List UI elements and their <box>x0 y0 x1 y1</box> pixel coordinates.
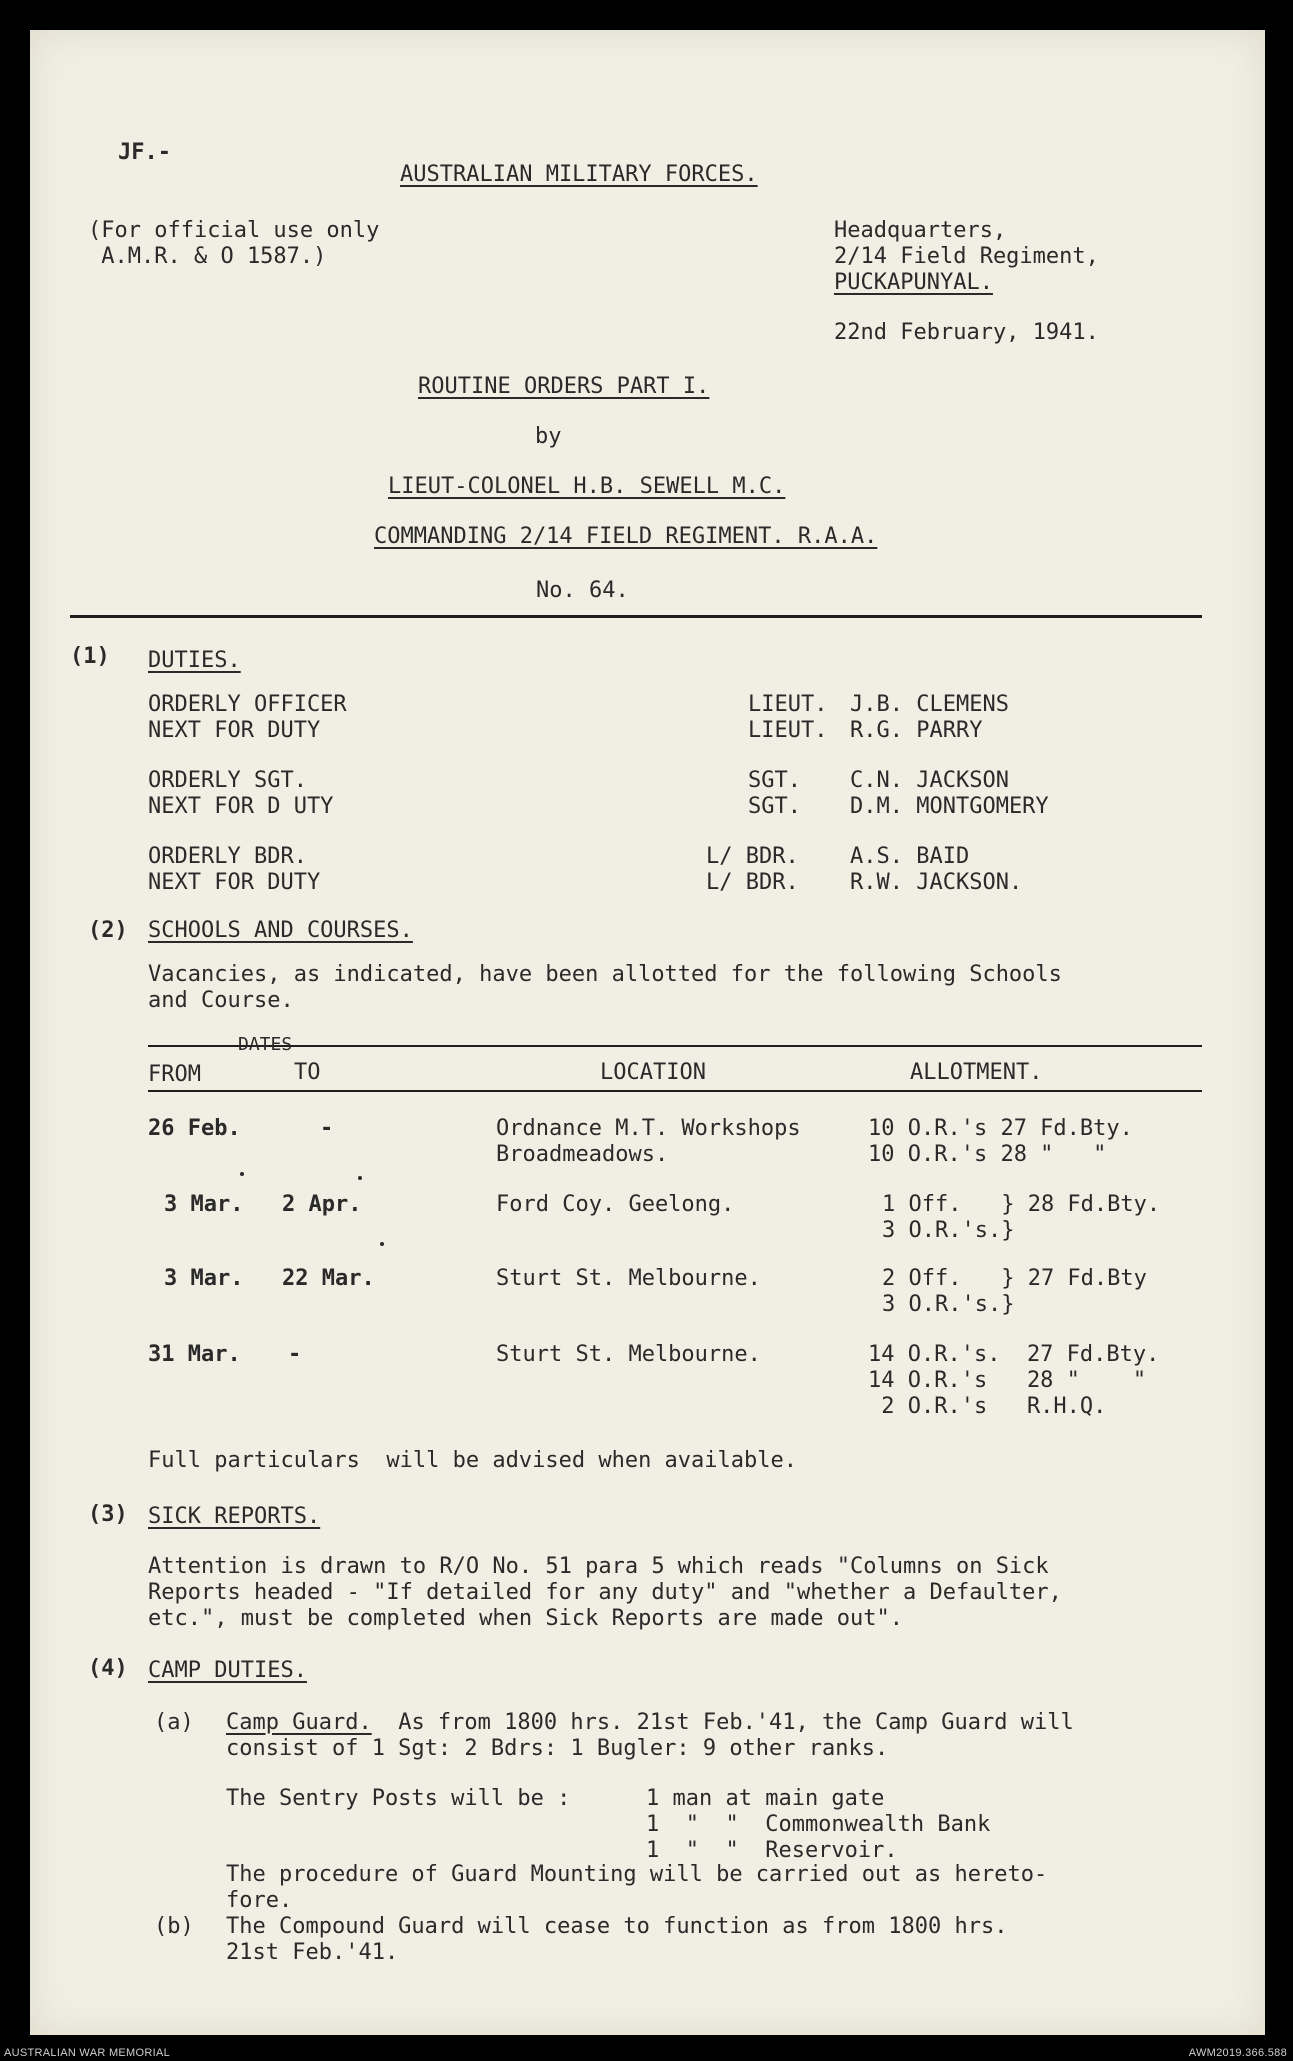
section-2-intro-1: Vacancies, as indicated, have been allotted for the following Schools <box>148 962 1062 987</box>
table-cell-from: 26 Feb. <box>148 1116 241 1141</box>
procedure-line-1: The procedure of Guard Mounting will be carried out as hereto- <box>226 1862 1048 1887</box>
item-a-label: (a) <box>154 1710 194 1735</box>
item-b-line-1: The Compound Guard will cease to function as from 1800 hrs. <box>226 1914 1008 1939</box>
col-to-header: TO <box>294 1060 321 1085</box>
section-1-heading: DUTIES. <box>148 648 241 673</box>
section-2-number: (2) <box>88 918 128 943</box>
commanding-line: COMMANDING 2/14 FIELD REGIMENT. R.A.A. <box>374 524 878 549</box>
duty-rank: LIEUT. <box>748 692 828 717</box>
hq-line-2: 2/14 Field Regiment, <box>834 244 1099 269</box>
table-cell-allotment: 14 O.R.'s 28 " " <box>868 1368 1147 1393</box>
ink-mark <box>380 1242 384 1246</box>
item-a-line-1 <box>226 1710 1074 1736</box>
table-cell-to: - <box>320 1116 334 1141</box>
table-header-rule <box>148 1090 1202 1092</box>
ink-mark <box>240 1172 244 1176</box>
orders-title: ROUTINE ORDERS PART I. <box>418 374 710 399</box>
hq-line-1: Headquarters, <box>834 218 1007 243</box>
duty-name: J.B. CLEMENS <box>850 692 1009 717</box>
hq-line-3: PUCKAPUNYAL. <box>834 270 993 295</box>
section-1-number: (1) <box>70 644 110 669</box>
table-cell-from: 31 Mar. <box>148 1342 241 1367</box>
table-cell-allotment: 1 Off. } 28 Fd.Bty. <box>882 1192 1161 1217</box>
duty-role: ORDERLY OFFICER <box>148 692 347 717</box>
table-cell-allotment: 10 O.R.'s 28 " " <box>868 1142 1107 1167</box>
table-cell-to: 22 Mar. <box>282 1266 375 1291</box>
item-a-line-2: consist of 1 Sgt: 2 Bdrs: 1 Bugler: 9 other ranks. <box>226 1736 889 1761</box>
table-cell-allotment: 2 O.R.'s R.H.Q. <box>868 1394 1107 1419</box>
duty-role: ORDERLY SGT. <box>148 768 307 793</box>
section-3-number: (3) <box>88 1502 128 1527</box>
table-cell-to: 2 Apr. <box>282 1192 362 1217</box>
duty-name: R.G. PARRY <box>850 718 983 743</box>
duty-role: NEXT FOR DUTY <box>148 870 321 895</box>
camp-guard-text: As from 1800 hrs. 21st Feb.'41, the Camp Guard will <box>371 1710 1074 1735</box>
camp-guard-title: Camp Guard. <box>226 1710 372 1735</box>
section-2-closing: Full particulars will be advised when available. <box>148 1448 798 1473</box>
document-date: 22nd February, 1941. <box>834 320 1099 345</box>
table-cell-allotment: 2 Off. } 27 Fd.Bty <box>882 1266 1147 1291</box>
official-use-line-1: (For official use only <box>88 218 380 243</box>
table-cell-location: Sturt St. Melbourne. <box>496 1266 761 1291</box>
section-3-heading: SICK REPORTS. <box>148 1504 321 1529</box>
sentry-post: 1 " " Commonwealth Bank <box>646 1812 991 1837</box>
table-cell-location: Ordnance M.T. Workshops <box>496 1116 801 1141</box>
duty-name: C.N. JACKSON <box>850 768 1009 793</box>
footer-accession-number: AWM2019.366.588 <box>1188 2047 1287 2059</box>
ink-mark <box>358 1176 362 1180</box>
section-4-heading: CAMP DUTIES. <box>148 1658 307 1683</box>
item-b-label: (b) <box>154 1914 194 1939</box>
duty-role: ORDERLY BDR. <box>148 844 307 869</box>
item-b-line-2: 21st Feb.'41. <box>226 1940 399 1965</box>
duty-rank: LIEUT. <box>748 718 828 743</box>
sentry-post: 1 man at main gate <box>646 1786 885 1811</box>
section-3-text-2: Reports headed - "If detailed for any duty" and "whether a Defaulter, <box>148 1580 1062 1605</box>
procedure-line-2: fore. <box>226 1888 293 1913</box>
table-cell-from: 3 Mar. <box>164 1192 244 1217</box>
table-top-rule <box>148 1045 1202 1047</box>
duty-role: NEXT FOR DUTY <box>148 718 321 743</box>
table-cell-location: Ford Coy. Geelong. <box>496 1192 735 1217</box>
section-3-text-3: etc.", must be completed when Sick Reports are made out". <box>148 1606 903 1631</box>
footer-institution: AUSTRALIAN WAR MEMORIAL <box>4 2047 171 2059</box>
section-2-heading: SCHOOLS AND COURSES. <box>148 918 413 943</box>
section-4-number: (4) <box>88 1656 128 1681</box>
table-cell-location: Sturt St. Melbourne. <box>496 1342 761 1367</box>
by-line: by <box>535 424 562 449</box>
official-use-line-2: A.M.R. & O 1587.) <box>88 244 327 269</box>
table-cell-to: - <box>288 1342 302 1367</box>
duty-role: NEXT FOR D UTY <box>148 794 334 819</box>
order-number: No. 64. <box>536 578 629 603</box>
col-location-header: LOCATION <box>600 1060 706 1085</box>
duty-name: A.S. BAID <box>850 844 970 869</box>
col-from-header: FROM <box>148 1062 201 1087</box>
table-cell-allotment: 14 O.R.'s. 27 Fd.Bty. <box>868 1342 1160 1367</box>
sentry-post: 1 " " Reservoir. <box>646 1838 898 1863</box>
table-cell-allotment: 10 O.R.'s 27 Fd.Bty. <box>868 1116 1133 1141</box>
initials: JF.- <box>118 140 171 165</box>
duty-rank: L/ BDR. <box>706 844 799 869</box>
duty-rank: SGT. <box>748 768 801 793</box>
table-cell-location: Broadmeadows. <box>496 1142 669 1167</box>
commander-name: LIEUT-COLONEL H.B. SEWELL M.C. <box>388 474 786 499</box>
duty-rank: L/ BDR. <box>706 870 799 895</box>
section-3-text-1: Attention is drawn to R/O No. 51 para 5 which reads "Columns on Sick <box>148 1554 1049 1579</box>
header-divider <box>70 615 1202 618</box>
col-allotment-header: ALLOTMENT. <box>910 1060 1043 1085</box>
col-dates-header: DATES <box>238 1034 293 1055</box>
table-cell-allotment: 3 O.R.'s.} <box>882 1218 1015 1243</box>
table-cell-allotment: 3 O.R.'s.} <box>882 1292 1015 1317</box>
sentry-posts-label: The Sentry Posts will be : <box>226 1786 571 1811</box>
duty-name: D.M. MONTGOMERY <box>850 794 1049 819</box>
table-cell-from: 3 Mar. <box>164 1266 244 1291</box>
section-2-intro-2: and Course. <box>148 988 294 1013</box>
duty-name: R.W. JACKSON. <box>850 870 1023 895</box>
duty-rank: SGT. <box>748 794 801 819</box>
document-page <box>30 30 1265 2035</box>
document-title: AUSTRALIAN MILITARY FORCES. <box>400 162 758 187</box>
